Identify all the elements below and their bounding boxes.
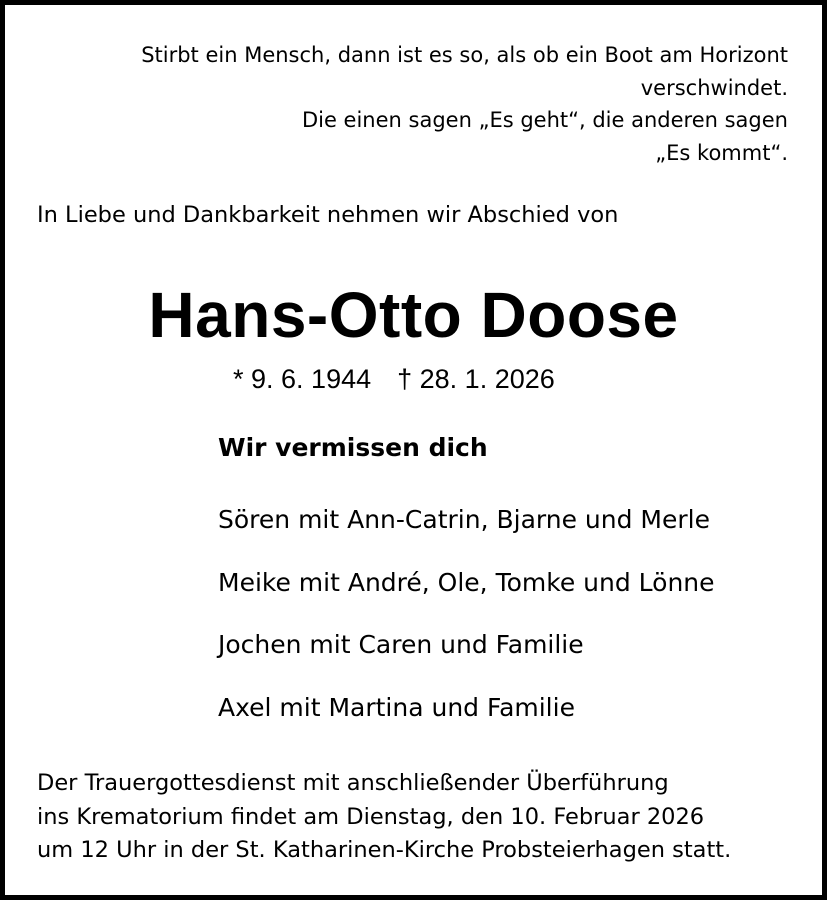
mourner-line: Sören mit Ann-Catrin, Bjarne und Merle [218,505,710,534]
life-dates [233,362,555,396]
poem-line: verschwindet. [640,75,788,100]
mourner-line: Meike mit André, Ole, Tomke und Lönne [218,567,715,597]
service-line: um 12 Uhr in der St. Katharinen-Kirche Probsteierhagen statt. [37,837,732,863]
mourner-line: Axel mit Martina und Familie [218,692,575,722]
poem-quote [68,39,788,169]
poem-line: Stirbt ein Mensch, dann ist es so, als ob ein Boot am Horizont [141,43,788,67]
death-date: † 28. 1. 2026 [397,364,555,394]
poem-line: „Es kommt“. [655,140,788,165]
service-line: Der Trauergottesdienst mit anschließender Überführung [37,770,669,796]
mourner-line: Jochen mit Caren und Familie [218,630,584,660]
miss-heading: Wir vermissen dich [218,433,488,462]
service-line: ins Krematorium findet am Dienstag, den 10. Februar 2026 [37,803,705,830]
mourners-list [218,504,715,754]
birth-date: * 9. 6. 1944 [233,364,372,394]
deceased-name: Hans-Otto Doose [148,279,679,351]
intro-text: In Liebe und Dankbarkeit nehmen wir Abschied von [37,202,619,228]
poem-line: Die einen sagen „Es geht“, die anderen sagen [301,108,788,132]
service-info [37,767,731,868]
